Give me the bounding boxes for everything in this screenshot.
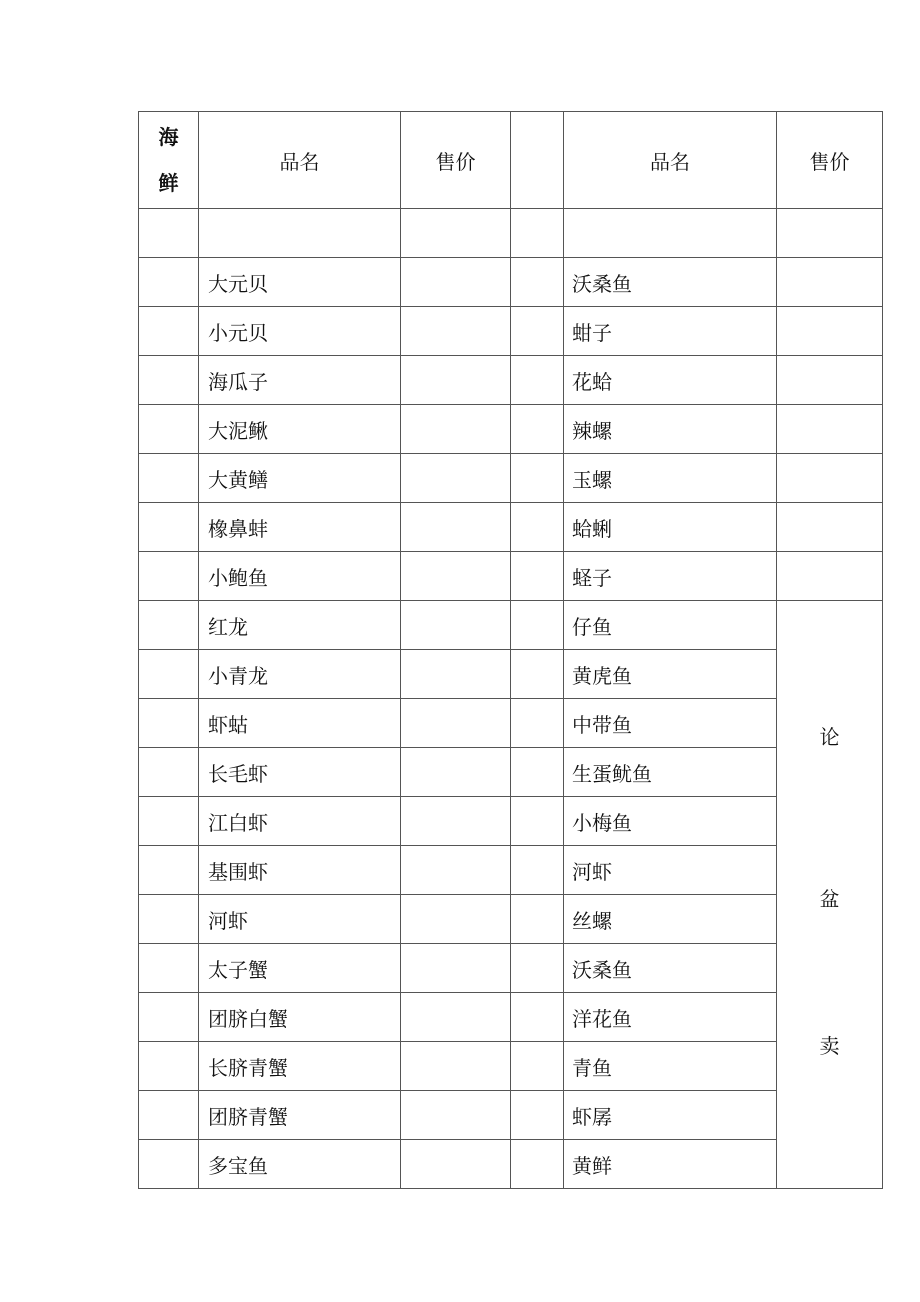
- item-price-left[interactable]: [401, 748, 511, 797]
- table-row: [139, 797, 883, 846]
- spacer-cell: [511, 552, 564, 601]
- row-label-cell: [139, 454, 199, 503]
- spacer-cell: [511, 454, 564, 503]
- row-label-cell: [139, 1091, 199, 1140]
- item-name-right: 生蛋鱿鱼: [564, 748, 777, 797]
- spacer-cell: [511, 1091, 564, 1140]
- table-row: [139, 552, 883, 601]
- item-price-left[interactable]: [401, 209, 511, 258]
- item-name-left: 基围虾: [199, 846, 401, 895]
- item-price-right[interactable]: [777, 552, 883, 601]
- spacer-cell: [511, 797, 564, 846]
- item-price-left[interactable]: [401, 650, 511, 699]
- item-name-left: 多宝鱼: [199, 1140, 401, 1189]
- item-name-right: 蚶子: [564, 307, 777, 356]
- table-row: [139, 699, 883, 748]
- item-price-left[interactable]: [401, 258, 511, 307]
- item-name-left: 江白虾: [199, 797, 401, 846]
- row-label-cell: [139, 356, 199, 405]
- item-name-left: 虾蛄: [199, 699, 401, 748]
- item-name-right: 中带鱼: [564, 699, 777, 748]
- item-name-right: 蛏子: [564, 552, 777, 601]
- item-name-right: 青鱼: [564, 1042, 777, 1091]
- item-price-left[interactable]: [401, 797, 511, 846]
- table-row: [139, 1140, 883, 1189]
- item-name-right: 玉螺: [564, 454, 777, 503]
- spacer-cell: [511, 1042, 564, 1091]
- col-header-price-left: 售价: [401, 112, 511, 209]
- merged-price-note: [777, 601, 883, 1189]
- item-name-left: 长脐青蟹: [199, 1042, 401, 1091]
- item-name-left: 红龙: [199, 601, 401, 650]
- row-label-cell: [139, 405, 199, 454]
- row-label-cell: [139, 895, 199, 944]
- table-row: [139, 405, 883, 454]
- item-price-left[interactable]: [401, 552, 511, 601]
- row-label-cell: [139, 748, 199, 797]
- item-name-left: [199, 209, 401, 258]
- row-label-cell: [139, 307, 199, 356]
- item-price-left[interactable]: [401, 601, 511, 650]
- item-price-right[interactable]: [777, 307, 883, 356]
- item-name-right: 花蛤: [564, 356, 777, 405]
- item-name-right: 沃桑鱼: [564, 944, 777, 993]
- item-name-right: 河虾: [564, 846, 777, 895]
- table-row: [139, 650, 883, 699]
- row-label-cell: [139, 650, 199, 699]
- row-label-cell: [139, 258, 199, 307]
- seafood-price-table: [138, 111, 883, 1189]
- spacer-cell: [511, 944, 564, 993]
- item-name-left: 太子蟹: [199, 944, 401, 993]
- item-price-right[interactable]: [777, 356, 883, 405]
- row-label-cell: [139, 797, 199, 846]
- item-price-right[interactable]: [777, 454, 883, 503]
- col-header-name-right: 品名: [564, 112, 777, 209]
- item-price-left[interactable]: [401, 895, 511, 944]
- item-price-left[interactable]: [401, 356, 511, 405]
- item-price-left[interactable]: [401, 1042, 511, 1091]
- table-row: [139, 846, 883, 895]
- col-header-name-left: 品名: [199, 112, 401, 209]
- spacer-cell: [511, 699, 564, 748]
- spacer-cell: [511, 601, 564, 650]
- item-name-right: 虾孱: [564, 1091, 777, 1140]
- item-name-right: 沃桑鱼: [564, 258, 777, 307]
- item-name-right: 小梅鱼: [564, 797, 777, 846]
- row-label-cell: [139, 1140, 199, 1189]
- item-name-left: 团脐青蟹: [199, 1091, 401, 1140]
- item-price-left[interactable]: [401, 1140, 511, 1189]
- spacer-cell: [511, 112, 564, 209]
- item-price-right[interactable]: [777, 258, 883, 307]
- item-price-left[interactable]: [401, 699, 511, 748]
- row-label-cell: [139, 503, 199, 552]
- spacer-cell: [511, 993, 564, 1042]
- spacer-cell: [511, 356, 564, 405]
- table-row: [139, 1042, 883, 1091]
- item-price-left[interactable]: [401, 1091, 511, 1140]
- item-price-left[interactable]: [401, 944, 511, 993]
- item-name-left: 小青龙: [199, 650, 401, 699]
- item-name-left: 橡鼻蚌: [199, 503, 401, 552]
- item-price-right[interactable]: [777, 209, 883, 258]
- col-header-price-right: 售价: [777, 112, 883, 209]
- item-name-left: 团脐白蟹: [199, 993, 401, 1042]
- row-label-cell: [139, 993, 199, 1042]
- table-row: [139, 503, 883, 552]
- item-name-right: 洋花鱼: [564, 993, 777, 1042]
- row-label-cell: [139, 944, 199, 993]
- table-row: [139, 209, 883, 258]
- item-price-left[interactable]: [401, 454, 511, 503]
- row-label-cell: [139, 1042, 199, 1091]
- row-label-cell: [139, 699, 199, 748]
- table-row: [139, 993, 883, 1042]
- table-row: [139, 748, 883, 797]
- row-label-cell: [139, 601, 199, 650]
- item-name-right: 辣螺: [564, 405, 777, 454]
- item-name-left: 大泥鳅: [199, 405, 401, 454]
- spacer-cell: [511, 405, 564, 454]
- spacer-cell: [511, 846, 564, 895]
- table-row: [139, 258, 883, 307]
- note-char: 卖: [819, 1034, 840, 1058]
- table-row: [139, 944, 883, 993]
- item-name-left: 海瓜子: [199, 356, 401, 405]
- item-name-right: 黄鲜: [564, 1140, 777, 1189]
- item-name-right: 蛤蜊: [564, 503, 777, 552]
- item-name-right: 黄虎鱼: [564, 650, 777, 699]
- item-name-left: 河虾: [199, 895, 401, 944]
- item-name-right: [564, 209, 777, 258]
- item-price-right[interactable]: [777, 503, 883, 552]
- spacer-cell: [511, 895, 564, 944]
- item-price-left[interactable]: [401, 503, 511, 552]
- row-label-cell: [139, 552, 199, 601]
- spacer-cell: [511, 503, 564, 552]
- item-name-left: 小元贝: [199, 307, 401, 356]
- category-label: 海 鲜: [139, 112, 199, 209]
- spacer-cell: [511, 209, 564, 258]
- spacer-cell: [511, 650, 564, 699]
- spacer-cell: [511, 307, 564, 356]
- row-label-cell: [139, 209, 199, 258]
- table-row: [139, 895, 883, 944]
- spacer-cell: [511, 748, 564, 797]
- item-name-left: 大黄鳝: [199, 454, 401, 503]
- item-name-right: 丝螺: [564, 895, 777, 944]
- item-name-left: 小鲍鱼: [199, 552, 401, 601]
- note-char: 论: [819, 725, 840, 749]
- spacer-cell: [511, 258, 564, 307]
- item-price-left[interactable]: [401, 307, 511, 356]
- table-row: [139, 601, 883, 650]
- spacer-cell: [511, 1140, 564, 1189]
- table-row: [139, 307, 883, 356]
- note-char: 盆: [819, 887, 840, 911]
- row-label-cell: [139, 846, 199, 895]
- item-price-left[interactable]: [401, 405, 511, 454]
- item-price-left[interactable]: [401, 846, 511, 895]
- item-price-right[interactable]: [777, 405, 883, 454]
- table-row: [139, 356, 883, 405]
- table-row: [139, 454, 883, 503]
- table-row: [139, 1091, 883, 1140]
- item-name-left: 长毛虾: [199, 748, 401, 797]
- item-price-left[interactable]: [401, 993, 511, 1042]
- item-name-right: 仔鱼: [564, 601, 777, 650]
- item-name-left: 大元贝: [199, 258, 401, 307]
- header-row: [139, 112, 883, 209]
